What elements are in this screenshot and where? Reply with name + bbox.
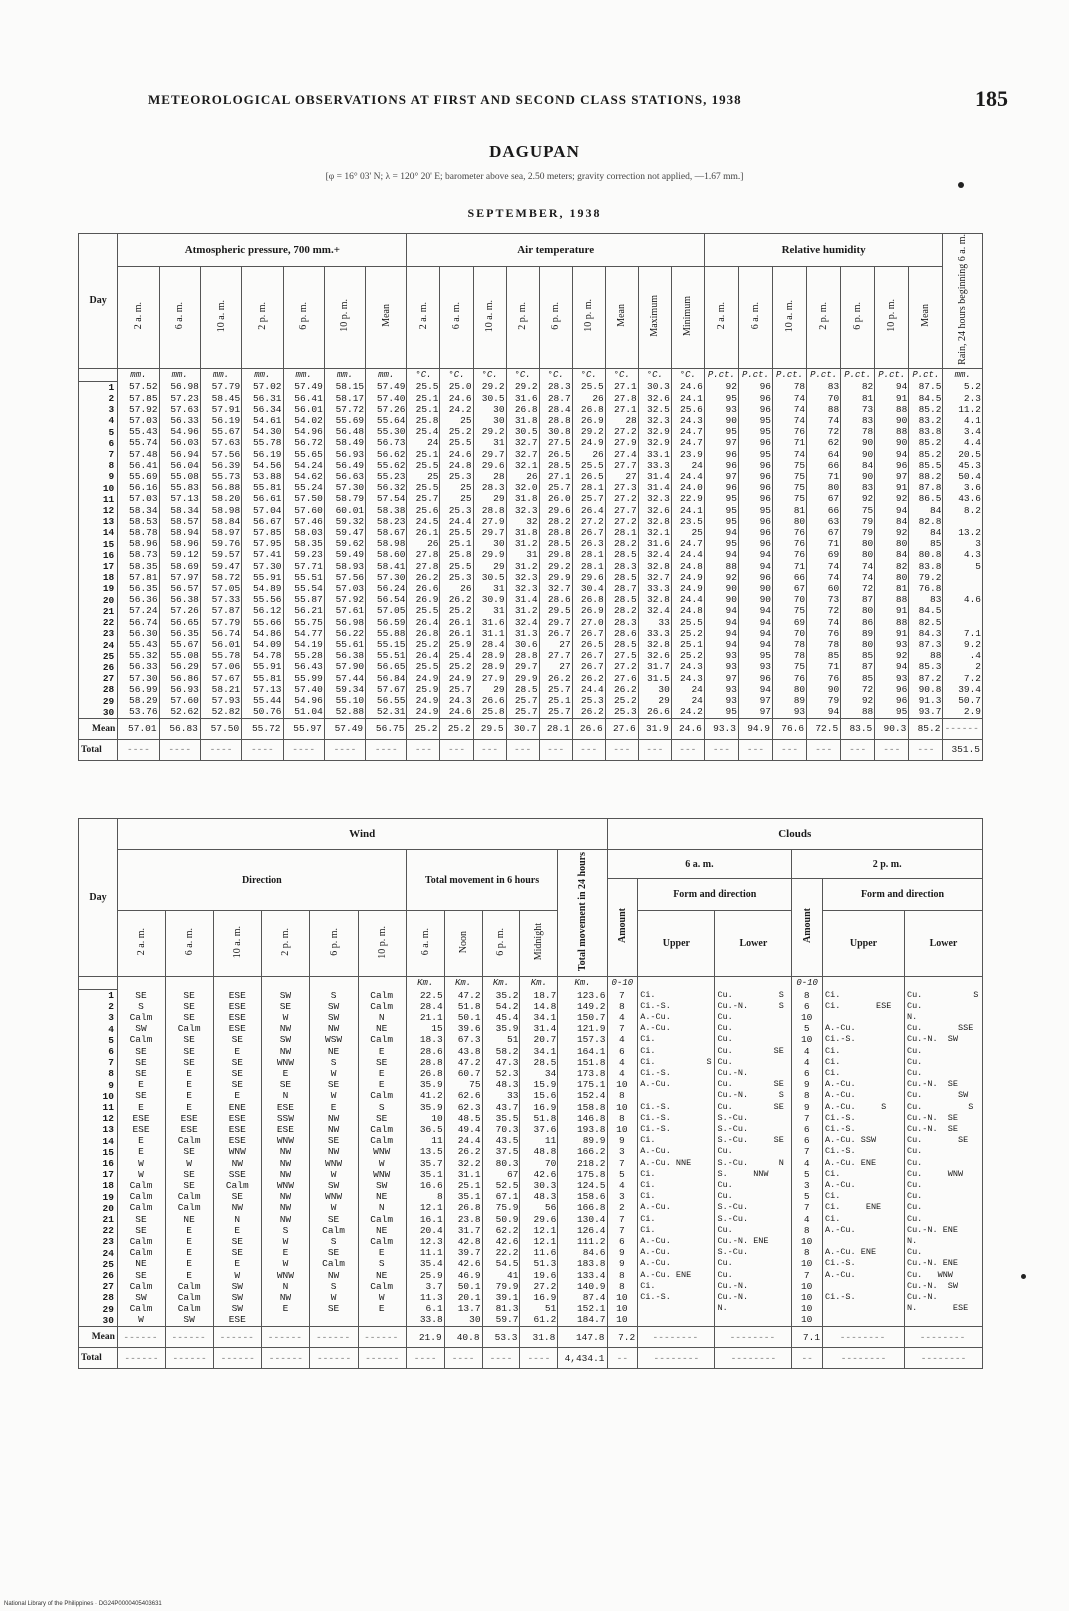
col-header: Maximum — [638, 266, 671, 368]
pressure-2pm: 57.02 56.31 56.34 54.61 54.30 55.78 56.19 54.56 53.88 55.81 56.61 57.04 56.67 57.85 57.95 57.41 57.30 55.91 54.89 55.56 56.12 55.66 54.86 54.09 54.78 55.91 55.81 57.13 55.44 50.76 — [242, 381, 283, 718]
total-movement: 4,434.1 — [558, 1348, 607, 1369]
humidity-6pm: 82 81 73 83 78 90 90 84 90 83 92 75 79 79 80 80 74 74 72 87 80 86 89 80 85 87 85 72 92 88 — [841, 381, 875, 718]
direction-6pm: S SW SW NW WSW NE S W SE W E NW NW SE NW WNW W SW WNW W SE Calm S SE Calm NW S W SE — [310, 990, 358, 1327]
total-row: Total ---- ---- ---- ---- ---- ---- ---- --- --- --- --- --- --- --- --- --- --- --- --- --- --- --- --- 351.5 — [79, 739, 983, 760]
station-coordinates: [φ = 16° 03' N; λ = 120° 20' E; barometer above sea, 2.50 meters; gravity correction not applied, —1.67 mm.] — [325, 172, 744, 182]
pressure-10am: 57.79 58.45 57.91 56.19 55.67 57.63 57.56 56.39 55.73 56.88 58.20 58.98 58.84 58.97 59.76 59.57 59.47 58.72 57.05 57.33 57.87 57.79 56.74 56.01 55.78 57.06 57.67 58.21 57.93 52.82 — [200, 381, 241, 718]
movement-noon: 47.2 51.8 50.1 39.6 67.3 43.8 47.2 60.7 75 62.6 62.3 48.5 49.4 24.4 26.2 32.2 31.1 25.1 35.1 26.8 23.8 31.7 42.8 39.7 42.6 46.9 50.1 20.1 13.7 30 — [444, 990, 482, 1327]
pressure-6pm: 57.49 56.41 56.01 54.02 54.96 56.72 55.65 54.24 54.62 55.24 57.50 57.60 57.46 58.03 58.35 59.23 57.71 55.51 55.54 55.87 56.21 55.75 54.77 54.19 55.28 56.43 55.99 57.40 54.96 51.04 — [283, 381, 324, 718]
mean-row: Mean 57.01 56.83 57.50 55.72 55.97 57.49 56.75 25.2 25.2 29.5 30.7 28.1 26.6 27.6 31.9 24.6 93.3 94.9 76.6 72.5 83.5 90.3 85.2 ------ — [79, 718, 983, 739]
col-header: 10 p. m. — [875, 266, 909, 368]
clouds-group-header: Clouds — [607, 819, 983, 850]
col-header: 2 p. m. — [506, 266, 539, 368]
movement-6pm: 35.2 54.2 45.4 35.9 51 58.2 47.3 52.3 48.3 33 43.7 35.5 70.3 43.5 37.5 80.3 67 52.5 67.1 75.9 50.9 62.2 42.6 22.2 54.5 41 79.9 39.1 81.3 59.7 — [482, 990, 520, 1327]
col-header: 10 a. m. — [473, 266, 506, 368]
temp-2am: 25.5 25.1 25.1 25.8 25.4 24 25.1 25.5 25 25.5 25.7 25.6 24.5 26.1 26 27.8 27.8 26.2 26.6 26.9 25.5 26.4 26.8 25.2 26.4 25.5 24.9 25.9 24.9 24.9 — [407, 381, 440, 718]
total-row: Total ------ ------ ------ ------ ------ ------ ---- ---- ---- ---- 4,434.1 -- -------- -------- -- -------- -------- — [79, 1348, 983, 1369]
direction-2pm: SW SE W NW SW NW WNW E SE N ESE SSW ESE WNW NW NW NW WNW NW NW NW S W E W WNW N NW E — [262, 990, 310, 1327]
daily-data-row — [79, 990, 983, 1327]
pressure-group-header: Atmospheric pressure, 700 mm.+ — [118, 234, 407, 267]
col-header: Mean — [909, 266, 943, 368]
scan-footer: National Library of the Philippines · DG24P0000405403631 — [4, 1601, 162, 1607]
temp-minimum: 24.6 24.1 25.6 24.3 24.7 24.7 23.9 24 24.4 24.0 22.9 24.1 23.5 25 24.7 24.4 24.8 24.9 24.9 24.4 24.8 25.5 25.2 25.1 25.2 24.3 24.3 24 24 24.2 — [671, 381, 704, 718]
temp-6pm: 28.3 28.7 28.4 28.8 30.8 27.5 26.5 28.5 27.1 25.7 26.0 29.6 28.2 28.8 28.5 29.8 29.2 29.9 32.7 28.6 29.5 29.7 26.7 27 27.7 27 26.2 25.7 25.1 25.7 — [539, 381, 572, 718]
page-number: 185 — [975, 86, 1008, 111]
col-header: Noon — [444, 911, 482, 977]
humidity-6am: 96 96 96 95 95 96 95 96 96 96 96 95 96 96 96 94 94 96 90 90 94 94 94 94 95 93 96 94 97 97 — [738, 381, 772, 718]
humidity-mean: 87.5 84.5 85.2 83.2 83.8 85.2 85.2 85.5 88.2 87.8 86.5 84 82.8 84 85 80.8 83.8 79.2 76.8 83 84.5 82.5 84.3 87.3 88 85.3 87.2 90.8 91.3 93.7 — [909, 381, 943, 718]
temp-maximum: 30.3 32.6 32.5 32.3 32.9 32.9 33.1 33.3 31.4 31.4 32.3 32.6 32.8 32.1 31.6 32.4 32.8 32.7 33.3 32.8 32.4 33 33.3 32.8 32.6 31.7 31.5 30 29 26.6 — [638, 381, 671, 718]
direction-10am: ESE ESE ESE ESE SE E SE SE SE E ENE ESE ESE ESE WNW NW SSE Calm SE NW N E SE SE E W SW SW SW ESE — [214, 990, 262, 1327]
temp-mean: 27.1 27.8 27.1 28 27.2 27.9 27.4 27.7 27 27.3 27.2 27.7 27.2 28.1 28.2 28.5 28.3 28.5 28.7 28.5 28.2 28.3 28.6 28.5 27.5 27.2 27.6 26.2 25.2 25.3 — [605, 381, 638, 718]
clouds-6am-header: 6 a. m. — [607, 850, 792, 879]
units-row: Km. Km. Km. Km. Km. 0-10 0-10 — [79, 977, 983, 990]
col-header: 2 a. m. — [407, 266, 440, 368]
units-row: mm. mm. mm. mm. mm. mm. mm. °C. °C. °C. °C. °C. °C. °C. °C. °C. P.ct. P.ct. P.ct. P.ct. P.ct. P.ct. P.ct. mm. — [79, 368, 983, 381]
month-heading: SEPTEMBER, 1938 — [467, 206, 602, 220]
header-title: METEOROLOGICAL OBSERVATIONS AT FIRST AND SECOND CLASS STATIONS, 1938 — [148, 92, 742, 107]
cloud-upper-6am: Ci. Ci.-S. A.-Cu. A.-Cu. Ci. Ci. Ci. S Ci.-S. A.-Cu. Ci.-S. Ci.-S. Ci.-S. Ci. A.-Cu. A.-Cu. NNE Ci. Ci. Ci. A.-Cu. Ci. Ci. A.-Cu. A.-Cu. A.-Cu. A.-Cu. ENE Ci. Ci.-S. — [638, 990, 715, 1327]
temp-2pm: 29.2 31.6 26.8 31.8 30.5 32.7 32.7 32.1 26 32.0 31.8 32.3 32 31.8 31.2 31 31.2 32.3 32.3 31.4 31.2 32.4 31.3 30.6 28.8 29.7 29.9 28.5 25.7 25.7 — [506, 381, 539, 718]
col-header: 2 p. m. — [242, 266, 283, 368]
upper-6am-header: Upper — [638, 911, 715, 977]
pressure-6am: 56.98 57.23 57.63 56.33 54.96 56.03 56.94 56.04 55.08 55.83 57.13 58.34 58.57 58.94 58.96 59.12 58.69 57.97 56.57 56.38 57.26 56.65 56.35 55.67 55.08 56.29 56.86 56.93 57.60 52.62 — [159, 381, 200, 718]
cloud-amount-6am: 7 8 4 7 4 6 4 4 10 8 10 8 10 9 3 7 5 4 3 2 7 7 6 9 9 8 8 10 10 10 — [607, 990, 638, 1327]
temperature-group-header: Air temperature — [407, 234, 704, 267]
wind-clouds-table — [78, 818, 983, 1369]
direction-6am: SE SE SE Calm SE SE SE E E E E ESE ESE Calm SE W SE SE Calm Calm NE E E E E E Calm Calm Calm SW — [166, 990, 214, 1327]
daily-data-row — [79, 381, 983, 718]
col-header: 10 a. m. — [773, 266, 807, 368]
cloud-lower-2pm: Cu. S Cu. N. Cu. SSE Cu.-N. SW Cu. Cu. Cu. Cu.-N. SE Cu. SW Cu. S Cu.-N. SE Cu.-N. SE Cu. SE Cu. Cu. Cu. WNW Cu. Cu. Cu. Cu. Cu.-N. ENE N. Cu. Cu.-N. ENE Cu. WNW Cu.-N. SW Cu.-N. N. ESE — [904, 990, 982, 1327]
col-header: 6 p. m. — [310, 911, 358, 977]
mean-label: Mean — [79, 1327, 118, 1348]
col-header: Midnight — [520, 911, 558, 977]
wind-group-header: Wind — [117, 819, 607, 850]
col-header: Minimum — [671, 266, 704, 368]
col-header: 10 p. m. — [324, 266, 365, 368]
col-header: 6 a. m. — [166, 911, 214, 977]
direction-2am: SE S Calm SW Calm SE SE SE E SE E ESE ESE E E W W Calm Calm Calm SE SE Calm Calm NE SE Calm SW Calm W — [117, 990, 165, 1327]
day-numbers: 1 2 3 4 5 6 7 8 9 10 11 12 13 14 15 16 17 18 19 20 21 22 23 24 25 26 27 28 29 30 — [79, 990, 118, 1327]
col-header: 2 a. m. — [118, 266, 159, 368]
direction-10pm: Calm Calm N NE Calm E SE E E Calm S SE Calm Calm WNW W WNW SW NE N Calm NE Calm E S NE Calm W E — [358, 990, 406, 1327]
temp-10am: 29.2 30.5 30 30 29.2 31 29.7 29.6 28 28.3 29 28.8 27.9 29.7 30 29.9 29 30.5 31 30.9 31 31.6 31.1 28.4 28.9 28.9 27.9 29 26.6 25.8 — [473, 381, 506, 718]
rain-daily: 5.2 2.3 11.2 4.1 3.4 4.4 20.5 45.3 50.4 3.6 43.6 8.2 13.2 3 4.3 5 4.6 7.1 9.2 .4 2 7.2 39.4 50.7 2.9 — [943, 381, 983, 718]
rain-header: Rain, 24 hours beginning 6 a. m. — [943, 234, 983, 369]
mean-label: Mean — [79, 718, 118, 739]
clouds-2pm-header: 2 p. m. — [792, 850, 983, 879]
col-header: 6 p. m. — [283, 266, 324, 368]
ink-spot — [1021, 1274, 1026, 1279]
col-header: Mean — [605, 266, 638, 368]
ink-spot — [958, 182, 964, 188]
movement-midnight: 18.7 14.8 34.1 31.4 20.7 34.1 28.5 34 15.9 15.6 16.9 51.8 37.6 11 48.8 70 42.6 30.3 48.3 56 29.6 12.1 12.1 11.6 51.3 19.6 27.2 16.9 51 61.2 — [520, 990, 558, 1327]
col-header: 6 a. m. — [440, 266, 473, 368]
total-label: Total — [79, 1348, 118, 1369]
col-header: 2 p. m. — [807, 266, 841, 368]
movement-24h: 123.6 149.2 150.7 121.9 157.3 164.1 151.8 173.8 175.1 152.4 158.8 146.8 193.8 89.9 166.2 218.2 175.8 124.5 158.6 166.8 130.4 126.4 111.2 84.6 183.8 133.4 140.9 87.4 152.1 184.7 — [558, 990, 607, 1327]
cloud-amount-2pm: 8 6 10 5 10 4 4 6 9 8 9 7 6 6 7 4 5 3 5 7 4 8 10 8 10 7 10 10 10 10 — [792, 990, 823, 1327]
day-header: Day — [79, 819, 118, 977]
col-header: 10 a. m. — [200, 266, 241, 368]
upper-2pm-header: Upper — [823, 911, 905, 977]
form-2pm-header: Form and direction — [823, 879, 983, 911]
col-header: 6 a. m. — [406, 911, 444, 977]
day-header: Day — [79, 234, 118, 369]
cloud-lower-6am: Cu. S Cu.-N. S Cu. Cu. Cu. Cu. SE Cu. Cu.-N. Cu. SE Cu.-N. S Cu. SE S.-Cu. S.-Cu. S.-Cu. SE Cu. S.-Cu. N S. NNW Cu. Cu. S.-Cu. S.-Cu. Cu. Cu.-N. ENE S.-Cu. Cu. Cu. Cu.-N. Cu.-N. N. — [715, 990, 792, 1327]
total24-header: Total movement in 24 hours — [558, 850, 607, 977]
total-rain: 351.5 — [943, 739, 983, 760]
col-header: 10 a. m. — [214, 911, 262, 977]
col-header: 10 p. m. — [572, 266, 605, 368]
col-header: 6 a. m. — [738, 266, 772, 368]
pressure-temperature-humidity-table — [78, 233, 983, 761]
running-header — [148, 86, 1008, 111]
lower-6am-header: Lower — [715, 911, 792, 977]
total-label: Total — [79, 739, 118, 760]
col-header: 6 a. m. — [159, 266, 200, 368]
mean-row: Mean ------ ------ ------ ------ ------ ------ 21.9 40.8 53.3 31.8 147.8 7.2 -------- -------- 7.1 -------- -------- — [79, 1327, 983, 1348]
direction-header: Direction — [117, 850, 406, 911]
lower-2pm-header: Lower — [904, 911, 982, 977]
col-header: Mean — [366, 266, 407, 368]
amount-2pm-header: Amount — [792, 879, 823, 977]
amount-6am-header: Amount — [607, 879, 638, 977]
movement-6am: 22.5 28.4 21.1 15 18.3 28.6 28.8 26.8 35.9 41.2 35.9 10 36.5 11 13.5 35.7 35.1 16.6 8 12.1 16.1 20.4 12.3 11.1 35.4 25.9 3.7 11.3 6.1 33.8 — [406, 990, 444, 1327]
col-header: 6 p. m. — [539, 266, 572, 368]
temp-10pm: 25.5 26 26.8 26.9 29.2 24.9 26 25.5 26.5 28.1 25.7 26.4 27.2 26.7 26.3 28.1 28.1 29.6 30.4 26.8 26.9 27.0 26.7 26.5 26.7 26.7 26.2 24.4 25.3 26.2 — [572, 381, 605, 718]
humidity-2am: 92 95 93 90 95 97 96 96 97 96 95 95 95 94 95 94 88 92 90 90 94 94 94 94 93 93 97 93 93 95 — [704, 381, 738, 718]
station-name: DAGUPAN — [489, 142, 580, 161]
col-header: 6 p. m. — [841, 266, 875, 368]
col-header: 6 p. m. — [482, 911, 520, 977]
day-numbers: 1 2 3 4 5 6 7 8 9 10 11 12 13 14 15 16 17 18 19 20 21 22 23 24 25 26 27 28 29 30 — [79, 381, 118, 718]
humidity-group-header: Relative humidity — [704, 234, 943, 267]
pressure-10pm: 58.15 58.17 57.72 55.69 56.48 58.49 56.93 56.49 56.63 57.30 58.79 60.01 59.32 59.47 59.62 59.49 58.93 57.56 57.03 57.92 57.61 56.98 56.22 55.61 56.38 57.90 57.44 59.34 55.10 52.88 — [324, 381, 365, 718]
humidity-10am: 78 74 74 74 76 71 74 75 75 75 75 81 80 76 76 76 71 66 67 70 75 69 70 78 78 75 76 80 89 93 — [773, 381, 807, 718]
temp-6am: 25.0 24.6 24.2 25 25.2 25.5 24.6 24.8 25.3 25 25 25.3 24.4 25.5 25.1 25.8 25.5 25.3 26 26.2 25.2 26.1 26.1 25.9 25.4 25.2 24.9 25.7 24.3 24.6 — [440, 381, 473, 718]
pressure-mean: 57.49 57.40 57.26 55.64 55.30 56.73 56.62 55.62 55.23 56.32 57.54 58.38 58.23 58.67 58.98 58.60 58.41 57.30 56.24 56.54 57.05 56.59 55.88 55.15 55.51 56.65 56.84 57.67 56.55 52.31 — [366, 381, 407, 718]
col-header: 2 a. m. — [704, 266, 738, 368]
humidity-10pm: 94 91 88 90 88 90 94 96 97 91 92 94 84 92 80 84 82 80 81 88 91 88 91 93 92 94 93 96 96 95 — [875, 381, 909, 718]
movement-header: Total movement in 6 hours — [406, 850, 558, 911]
col-header: 2 a. m. — [117, 911, 165, 977]
pressure-2am: 57.52 57.85 57.92 57.03 55.43 55.74 57.48 56.41 55.69 56.16 57.03 58.34 58.53 58.78 58.96 58.73 58.35 57.81 56.35 56.36 57.24 56.74 56.30 55.43 55.32 56.33 57.30 56.99 58.29 53.76 — [118, 381, 159, 718]
humidity-2pm: 83 70 88 74 72 62 64 66 71 80 67 66 63 67 71 69 74 74 60 73 72 74 76 78 85 71 76 90 79 94 — [807, 381, 841, 718]
cloud-upper-2pm: Ci. Ci. ESE A.-Cu. Ci.-S. Ci. Ci. Ci. A.-Cu. A.-Cu. A.-Cu. S Ci.-S. Ci.-S. A.-Cu. SSW Ci.-S. A.-Cu. ENE Ci. A.-Cu. Ci. Ci. ENE Ci. A.-Cu. A.-Cu. ENE Ci.-S. A.-Cu. Ci.-S. — [823, 990, 905, 1327]
col-header: 10 p. m. — [358, 911, 406, 977]
col-header: 2 p. m. — [262, 911, 310, 977]
form-6am-header: Form and direction — [638, 879, 792, 911]
